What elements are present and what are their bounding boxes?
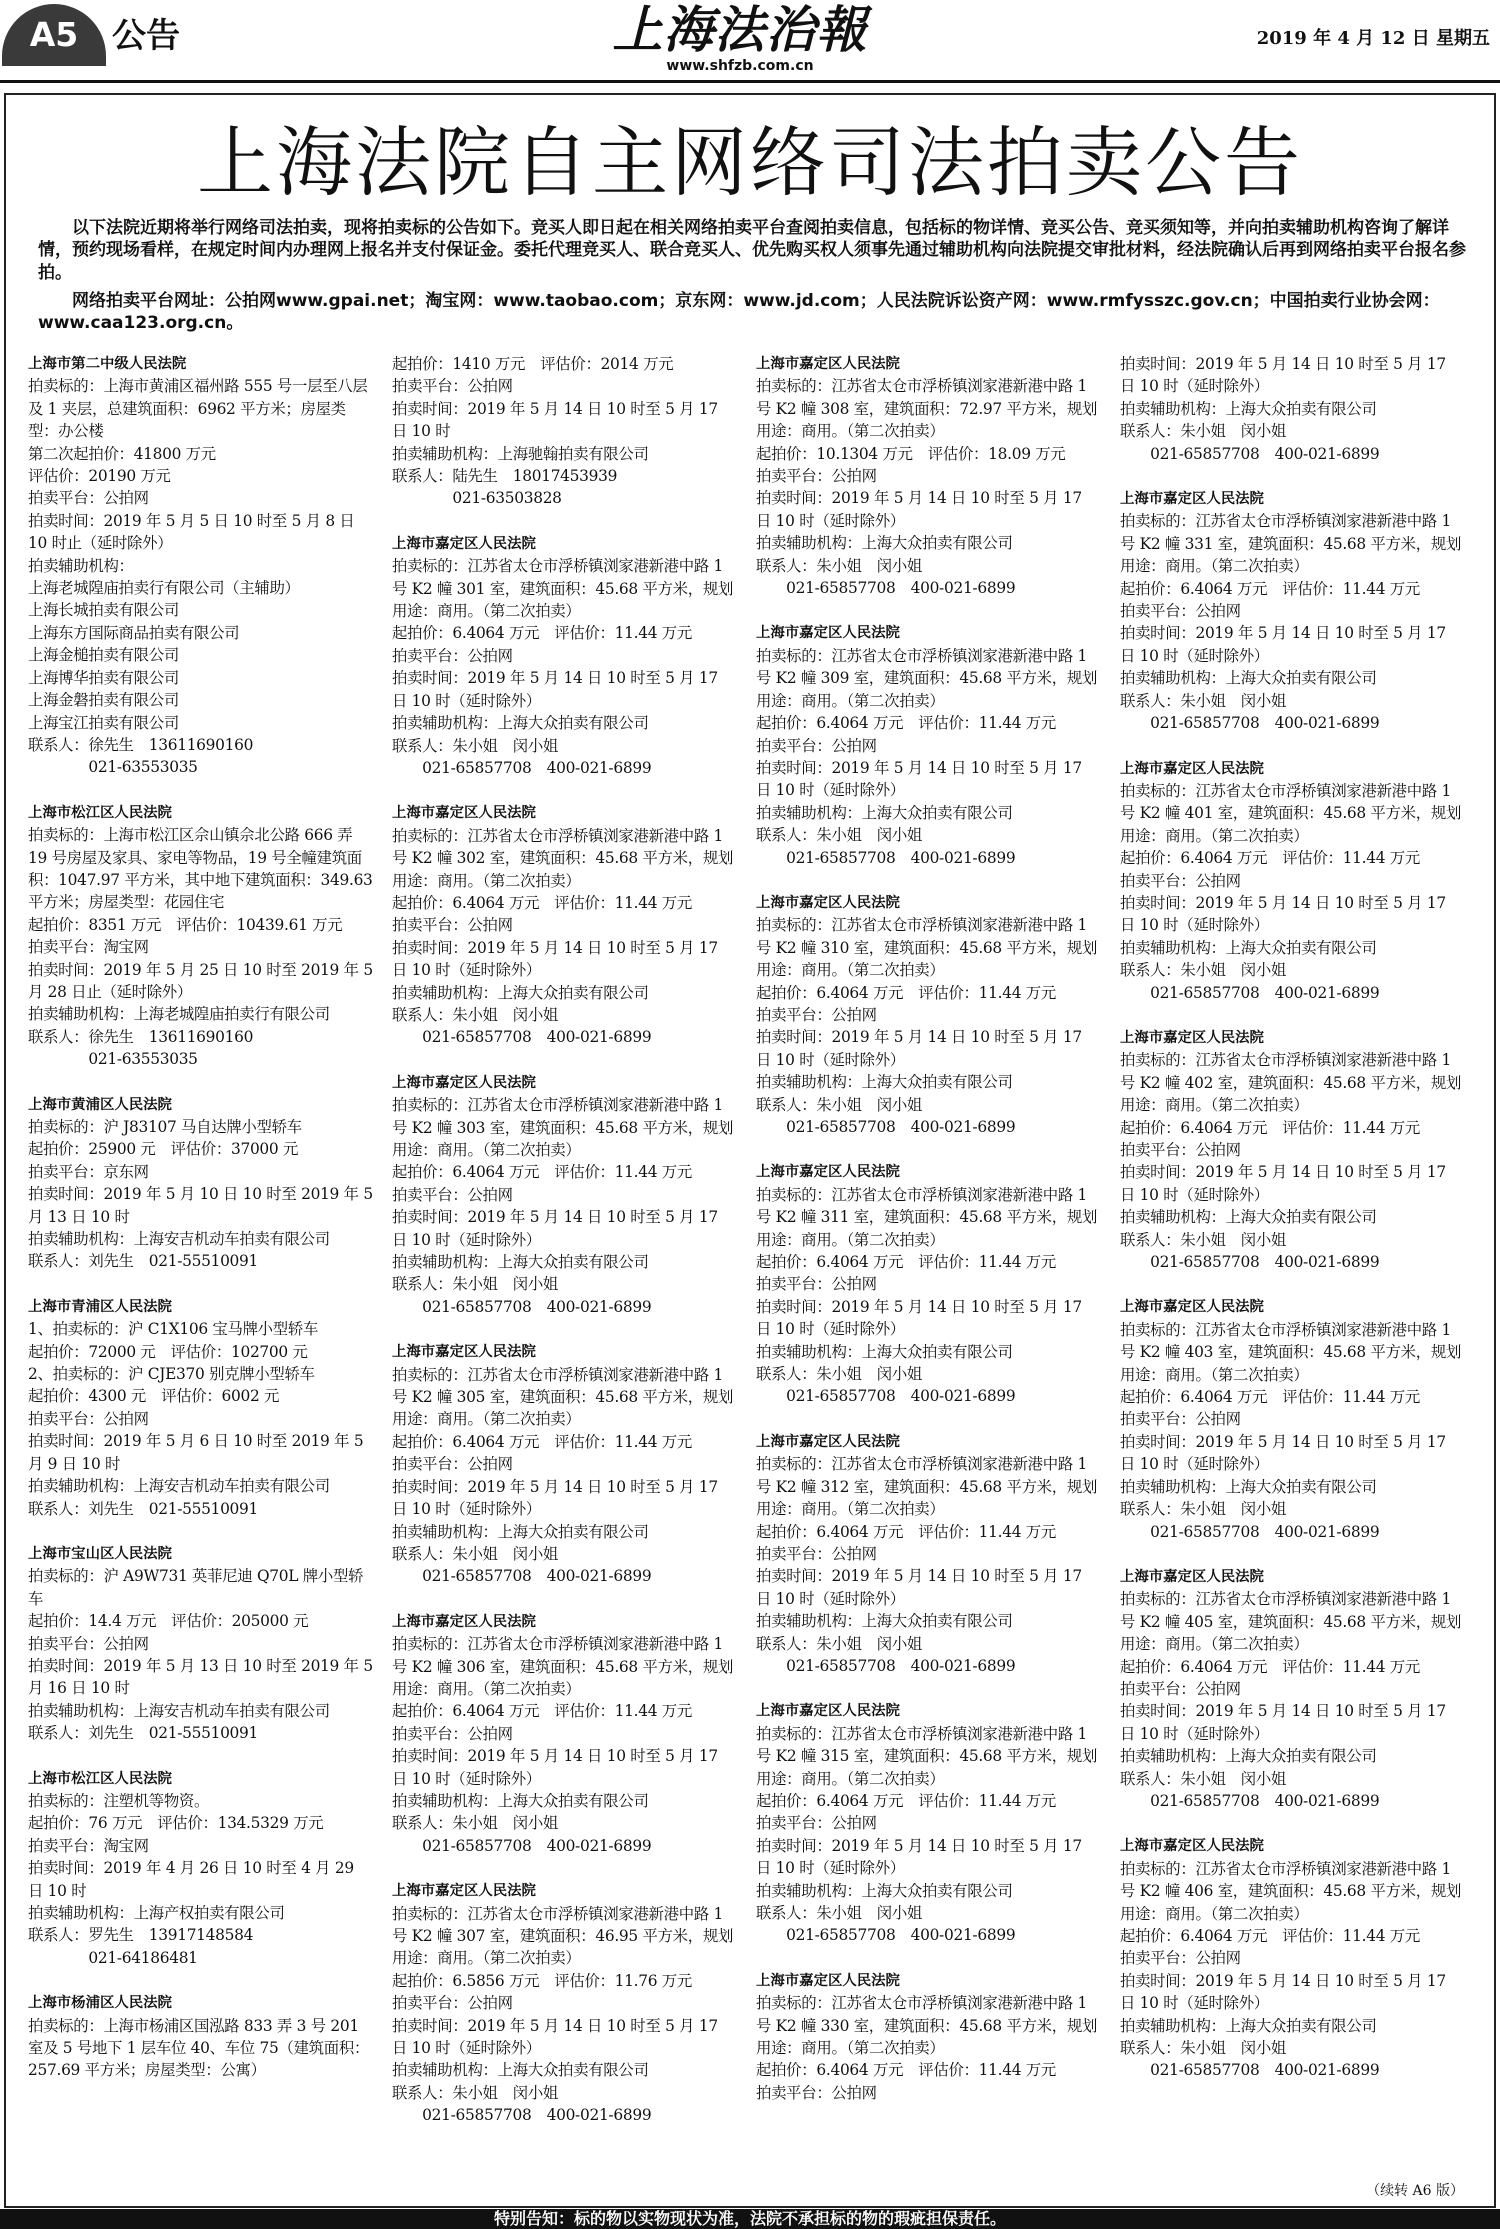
notice-line: 起拍价：6.4064 万元 评估价：11.44 万元 <box>1120 1657 1420 1676</box>
notice-line: 起拍价：6.4064 万元 评估价：11.44 万元 <box>392 893 692 912</box>
notice-line: 拍卖平台：公拍网 <box>392 916 513 935</box>
notice-line: 拍卖平台：公拍网 <box>756 2083 877 2102</box>
court-name: 上海市嘉定区人民法院 <box>756 356 900 372</box>
notice-line: 021-65857708 400-021-6899 <box>1120 2061 1380 2080</box>
notice-line: 联系人：朱小姐 闵小姐 <box>1120 1500 1286 1519</box>
court-name: 上海市嘉定区人民法院 <box>1120 1029 1264 1046</box>
notice-line: 拍卖平台：公拍网 <box>756 1814 877 1833</box>
notice-line: 联系人：朱小姐 闵小姐 <box>392 2083 558 2102</box>
auction-notice <box>1120 1566 1465 1812</box>
notice-line: 拍卖辅助机构：上海大众拍卖有限公司 <box>1120 1208 1377 1227</box>
notice-line: 拍卖时间：2019 年 5 月 14 日 10 时至 5 月 17 日 10 时（延时除外） <box>1120 1163 1446 1204</box>
auction-notice <box>392 353 737 510</box>
notice-line: 上海金槌拍卖有限公司 <box>28 646 179 665</box>
notice-line: 起拍价：6.4064 万元 评估价：11.44 万元 <box>392 1432 692 1451</box>
notice-line: 上海博华拍卖有限公司 <box>28 668 179 687</box>
notice-line: 拍卖平台：公拍网 <box>28 1409 149 1428</box>
notice-line: 021-65857708 400-021-6899 <box>392 1028 652 1047</box>
notice-line: 联系人：朱小姐 闵小姐 <box>1120 1230 1286 1249</box>
notice-line: 拍卖平台：公拍网 <box>392 646 513 665</box>
notice-line: 起拍价：6.4064 万元 评估价：11.44 万元 <box>392 1163 692 1182</box>
notice-line: 021-65857708 400-021-6899 <box>1120 1791 1380 1810</box>
notice-line: 2、拍卖标的：沪 CJE370 别克牌小型轿车 <box>28 1365 315 1384</box>
notice-line: 拍卖辅助机构：上海产权拍卖有限公司 <box>28 1904 285 1922</box>
continued-note: （续转 A6 版） <box>1366 2183 1464 2199</box>
notice-line: 起拍价：25900 元 评估价：37000 元 <box>28 1140 299 1159</box>
notice-line: 拍卖标的：沪 J83107 马自达牌小型轿车 <box>28 1118 302 1136</box>
notice-line: 021-65857708 400-021-6899 <box>1120 983 1380 1002</box>
notice-line: 拍卖标的：沪 A9W731 英菲尼迪 Q70L 牌小型轿车 <box>28 1567 364 1608</box>
notice-line: 拍卖时间：2019 年 5 月 14 日 10 时至 5 月 17 日 10 时（延时除外） <box>756 758 1082 800</box>
notice-line: 拍卖时间：2019 年 5 月 10 日 10 时至 2019 年 5 月 13 日 10 时 <box>28 1185 373 1226</box>
notice-line: 拍卖时间：2019 年 5 月 5 日 10 时至 5 月 8 日 10 时止（延时除外） <box>28 511 355 553</box>
notice-line: 拍卖辅助机构：上海大众拍卖有限公司 <box>756 1342 1013 1361</box>
notice-line: 拍卖标的：江苏省太仓市浮桥镇浏家港新港中路 1 号 K2 幢 312 室，建筑面积：45.68 平方米，规划用途：商用。（第二次拍卖） <box>756 1455 1098 1519</box>
notice-line: 拍卖标的：注塑机等物资。 <box>28 1791 210 1810</box>
notice-line: 拍卖时间：2019 年 5 月 14 日 10 时至 5 月 17 日 10 时（延时除外） <box>756 1567 1082 1608</box>
notice-line: 拍卖标的：江苏省太仓市浮桥镇浏家港新港中路 1 号 K2 幢 406 室，建筑面积：45.68 平方米，规划用途：商用。（第二次拍卖） <box>1120 1859 1462 1923</box>
notice-line: 拍卖标的：江苏省太仓市浮桥镇浏家港新港中路 1 号 K2 幢 302 室，建筑面积：45.68 平方米，规划用途：商用。（第二次拍卖） <box>392 826 734 890</box>
notice-line: 起拍价：76 万元 评估价：134.5329 万元 <box>28 1814 324 1833</box>
court-name: 上海市嘉定区人民法院 <box>1120 1299 1264 1316</box>
notice-line: 1、拍卖标的：沪 C1X106 宝马牌小型轿车 <box>28 1320 319 1339</box>
page-badge: A5 <box>2 4 106 66</box>
auction-notice <box>1120 488 1465 734</box>
notice-line: 拍卖平台：公拍网 <box>1120 871 1241 890</box>
notice-line: 起拍价：10.1304 万元 评估价：18.09 万元 <box>756 444 1066 463</box>
notice-line: 联系人：徐先生 13611690160 <box>28 1027 254 1046</box>
notice-line: 拍卖时间：2019 年 5 月 14 日 10 时至 5 月 17 日 10 时（延时除外） <box>1120 1702 1446 1743</box>
notice-line: 起拍价：6.4064 万元 评估价：11.44 万元 <box>1120 849 1420 868</box>
notice-line: 拍卖平台：公拍网 <box>392 377 513 396</box>
court-name: 上海市嘉定区人民法院 <box>392 1344 536 1361</box>
notice-line: 拍卖平台：淘宝网 <box>28 1836 149 1855</box>
notice-line: 起拍价：6.4064 万元 评估价：11.44 万元 <box>392 1702 692 1721</box>
notice-line: 联系人：朱小姐 闵小姐 <box>1120 961 1286 980</box>
announcement-box <box>4 93 1496 2208</box>
notice-line: 拍卖平台：公拍网 <box>392 1724 513 1743</box>
notice-line: 拍卖平台：公拍网 <box>756 736 877 755</box>
intro-paragraph: 以下法院近期将举行网络司法拍卖，现将拍卖标的公告如下。竞买人即日起在相关网络拍卖平台查阅拍卖信息，包括标的物详情、竞买公告、竞买须知等，并向拍卖辅助机构咨询了解详情，预约现场看样，在规定时间内办理网上报名并支付保证金。委托代理竞买人、联合竞买人、优先购买权人须事先通过辅助机构向法院提交审批材料，经法院确认后再到网络拍卖平台报名参拍。 <box>38 218 1466 283</box>
notice-line: 拍卖辅助机构：上海大众拍卖有限公司 <box>756 803 1013 822</box>
newspaper-url: www.shfzb.com.cn <box>666 58 814 74</box>
notice-line: 拍卖时间：2019 年 5 月 14 日 10 时至 5 月 17 日 10 时（延时除外） <box>1120 1971 1446 2013</box>
court-name: 上海市嘉定区人民法院 <box>1120 491 1264 508</box>
notice-line: 联系人：朱小姐 闵小姐 <box>392 1544 558 1563</box>
notice-line: 拍卖辅助机构：上海大众拍卖有限公司 <box>1120 669 1377 688</box>
notice-line: 拍卖标的：江苏省太仓市浮桥镇浏家港新港中路 1 号 K2 幢 307 室，建筑面积：46.95 平方米，规划用途：商用。（第二次拍卖） <box>392 1904 734 1968</box>
notice-line: 拍卖时间：2019 年 5 月 14 日 10 时至 5 月 17 日 10 时（延时除外） <box>1120 1432 1446 1474</box>
auction-notice <box>756 353 1101 599</box>
footer-notice: 特别告知：标的物以实物现状为准，法院不承担标的物的瑕疵担保责任。 <box>0 2209 1500 2229</box>
column-3 <box>756 353 1101 2127</box>
notice-line: 拍卖辅助机构：上海大众拍卖有限公司 <box>1120 1477 1377 1496</box>
notice-line: 拍卖辅助机构：上海大众拍卖有限公司 <box>1120 1747 1377 1766</box>
notice-line: 联系人：朱小姐 闵小姐 <box>1120 691 1286 710</box>
notice-line: 拍卖平台：公拍网 <box>392 1455 513 1474</box>
platform-urls-paragraph: 网络拍卖平台网址：公拍网www.gpai.net；淘宝网：www.taobao.com；京东网：www.jd.com；人民法院诉讼资产网：www.rmfysszc.gov.cn；中国拍卖行业协会网：www.caa123.org.cn。 <box>38 291 1440 334</box>
court-name: 上海市第二中级人民法院 <box>28 356 187 372</box>
notice-line: 拍卖辅助机构： <box>28 556 134 575</box>
auction-notice <box>28 1296 373 1520</box>
auction-notice <box>1120 1835 1465 2081</box>
court-name: 上海市嘉定区人民法院 <box>756 1703 900 1720</box>
notice-line: 拍卖标的：江苏省太仓市浮桥镇浏家港新港中路 1 号 K2 幢 330 室，建筑面积：45.68 平方米，规划用途：商用。（第二次拍卖） <box>756 1994 1098 2058</box>
notice-line: 拍卖标的：上海市杨浦区国泓路 833 弄 3 号 201 室及 5 号地下 1 层车位 40、车位 75（建筑面积：257.69 平方米；房屋类型：公寓） <box>28 2016 370 2080</box>
notice-line: 021-64186481 <box>28 1948 198 1967</box>
court-name: 上海市黄浦区人民法院 <box>28 1096 172 1113</box>
notice-line: 联系人：朱小姐 闵小姐 <box>392 1275 558 1294</box>
notice-line: 拍卖时间：2019 年 5 月 14 日 10 时至 5 月 17 日 10 时（延时除外） <box>392 669 718 710</box>
notice-line: 拍卖辅助机构：上海大众拍卖有限公司 <box>756 534 1013 553</box>
notice-line: 起拍价：6.4064 万元 评估价：11.44 万元 <box>756 983 1056 1002</box>
notice-line: 拍卖标的：江苏省太仓市浮桥镇浏家港新港中路 1 号 K2 幢 310 室，建筑面积：45.68 平方米，规划用途：商用。（第二次拍卖） <box>756 916 1098 980</box>
notice-line: 起拍价：6.4064 万元 评估价：11.44 万元 <box>756 1522 1056 1541</box>
notice-line: 拍卖标的：上海市黄浦区福州路 555 号一层至八层及 1 夹层，总建筑面积：6962 平方米；房屋类型：办公楼 <box>28 377 368 441</box>
notice-line: 拍卖标的：江苏省太仓市浮桥镇浏家港新港中路 1 号 K2 幢 311 室，建筑面积：45.68 平方米，规划用途：商用。（第二次拍卖） <box>756 1185 1098 1249</box>
notice-line: 拍卖辅助机构：上海大众拍卖有限公司 <box>392 714 649 733</box>
notice-line: 拍卖标的：江苏省太仓市浮桥镇浏家港新港中路 1 号 K2 幢 303 室，建筑面积：45.68 平方米，规划用途：商用。（第二次拍卖） <box>392 1096 734 1159</box>
notice-line: 拍卖辅助机构：上海老城隍庙拍卖行有限公司 <box>28 1005 330 1024</box>
notice-line: 拍卖时间：2019 年 5 月 14 日 10 时至 5 月 17 日 10 时（延时除外） <box>1120 355 1446 396</box>
auction-notice <box>392 1611 737 1857</box>
notice-line: 021-65857708 400-021-6899 <box>756 1926 1016 1945</box>
notice-line: 拍卖时间：2019 年 5 月 25 日 10 时至 2019 年 5 月 28 日止（延时除外） <box>28 960 373 1001</box>
court-name: 上海市嘉定区人民法院 <box>392 1613 536 1630</box>
notice-line: 021-63553035 <box>28 1050 198 1069</box>
notice-line: 拍卖平台：公拍网 <box>756 1275 877 1294</box>
notice-line: 联系人：罗先生 13917148584 <box>28 1926 254 1945</box>
notice-line: 拍卖辅助机构：上海大众拍卖有限公司 <box>1120 399 1377 418</box>
notice-line: 联系人：徐先生 13611690160 <box>28 735 254 754</box>
auction-notice <box>28 1992 373 2082</box>
page-title: 上海法院自主网络司法拍卖公告 <box>197 118 1303 207</box>
notice-line: 拍卖时间：2019 年 5 月 14 日 10 时至 5 月 17 日 10 时（延时除外） <box>756 489 1082 530</box>
notice-line: 拍卖时间：2019 年 5 月 14 日 10 时至 5 月 17 日 10 时（延时除外） <box>1120 893 1446 935</box>
notice-line: 021-65857708 400-021-6899 <box>392 1836 652 1855</box>
notice-line: 021-65857708 400-021-6899 <box>1120 1253 1380 1272</box>
auction-notice <box>392 1341 737 1587</box>
notice-line: 拍卖时间：2019 年 5 月 14 日 10 时至 5 月 17 日 10 时（延时除外） <box>392 938 718 980</box>
auction-notice <box>756 1431 1101 1677</box>
notice-line: 联系人：陆先生 18017453939 <box>392 467 618 486</box>
notice-line: 021-65857708 400-021-6899 <box>1120 714 1380 733</box>
notice-line: 起拍价：6.4064 万元 评估价：11.44 万元 <box>756 714 1056 733</box>
notice-line: 上海东方国际商品拍卖有限公司 <box>28 623 240 642</box>
notice-line: 拍卖辅助机构：上海大众拍卖有限公司 <box>392 1253 649 1272</box>
notice-line: 拍卖辅助机构：上海大众拍卖有限公司 <box>392 2061 649 2080</box>
notice-line: 021-65857708 400-021-6899 <box>756 1118 1016 1136</box>
notice-line: 第二次起拍价：41800 万元 <box>28 444 216 463</box>
notice-line: 拍卖辅助机构：上海大众拍卖有限公司 <box>1120 2016 1377 2035</box>
court-name: 上海市嘉定区人民法院 <box>1120 760 1264 777</box>
notice-line: 起拍价：1410 万元 评估价：2014 万元 <box>392 355 674 373</box>
auction-notice <box>28 1094 373 1273</box>
notice-line: 联系人：朱小姐 闵小姐 <box>756 1904 922 1922</box>
notice-line: 拍卖标的：江苏省太仓市浮桥镇浏家港新港中路 1 号 K2 幢 402 室，建筑面积：45.68 平方米，规划用途：商用。（第二次拍卖） <box>1120 1051 1462 1115</box>
notice-line: 021-65857708 400-021-6899 <box>392 1297 652 1316</box>
auction-notice <box>28 802 373 1071</box>
auction-notice <box>28 353 373 779</box>
notice-line: 起拍价：6.5856 万元 评估价：11.76 万元 <box>392 1971 692 1990</box>
court-name: 上海市嘉定区人民法院 <box>392 535 536 552</box>
column-2 <box>392 353 737 2150</box>
notice-line: 拍卖辅助机构：上海大众拍卖有限公司 <box>1120 938 1377 957</box>
court-name: 上海市嘉定区人民法院 <box>756 1972 900 1989</box>
notice-line: 联系人：朱小姐 闵小姐 <box>756 1095 922 1114</box>
auction-notice <box>1120 758 1465 1004</box>
notice-line: 起拍价：6.4064 万元 评估价：11.44 万元 <box>1120 579 1420 598</box>
notice-line: 拍卖时间：2019 年 5 月 14 日 10 时至 5 月 17 日 10 时（延时除外） <box>392 2016 718 2058</box>
notice-line: 联系人：朱小姐 闵小姐 <box>756 556 922 575</box>
notice-line: 021-65857708 400-021-6899 <box>756 1656 1016 1675</box>
auction-notice <box>756 1161 1101 1407</box>
notice-line: 拍卖辅助机构：上海大众拍卖有限公司 <box>392 1791 649 1810</box>
notice-line: 评估价：20190 万元 <box>28 467 171 486</box>
auction-notice <box>756 622 1101 868</box>
notice-line: 起拍价：6.4064 万元 评估价：11.44 万元 <box>756 1253 1056 1272</box>
notice-line: 拍卖标的：江苏省太仓市浮桥镇浏家港新港中路 1 号 K2 幢 405 室，建筑面积：45.68 平方米，规划用途：商用。（第二次拍卖） <box>1120 1590 1462 1654</box>
notice-line: 联系人：朱小姐 闵小姐 <box>392 1814 558 1833</box>
notice-line: 拍卖时间：2019 年 5 月 14 日 10 时至 5 月 17 日 10 时 <box>392 399 718 441</box>
issue-date: 2019 年 4 月 12 日 星期五 <box>1256 28 1490 49</box>
notice-line: 021-65857708 400-021-6899 <box>756 579 1016 598</box>
notice-line: 拍卖辅助机构：上海大众拍卖有限公司 <box>756 1073 1013 1092</box>
notice-line: 021-65857708 400-021-6899 <box>392 2106 652 2125</box>
notice-line: 021-65857708 400-021-6899 <box>756 1387 1016 1406</box>
notice-line: 联系人：朱小姐 闵小姐 <box>756 1634 922 1653</box>
notice-line: 联系人：朱小姐 闵小姐 <box>1120 1769 1286 1788</box>
notice-line: 联系人：朱小姐 闵小姐 <box>756 1365 922 1384</box>
notice-line: 拍卖辅助机构：上海驰翰拍卖有限公司 <box>392 444 649 463</box>
notice-line: 拍卖平台：公拍网 <box>392 1185 513 1204</box>
notice-line: 拍卖时间：2019 年 5 月 14 日 10 时至 5 月 17 日 10 时（延时除外） <box>392 1208 718 1249</box>
notice-line: 起拍价：6.4064 万元 评估价：11.44 万元 <box>756 1791 1056 1810</box>
notice-line: 拍卖标的：江苏省太仓市浮桥镇浏家港新港中路 1 号 K2 幢 306 室，建筑面积：45.68 平方米，规划用途：商用。（第二次拍卖） <box>392 1635 734 1698</box>
notice-line: 拍卖平台：公拍网 <box>28 1634 149 1653</box>
notice-line: 联系人：朱小姐 闵小姐 <box>1120 422 1286 441</box>
auction-notice <box>756 892 1101 1138</box>
auction-notice <box>392 802 737 1048</box>
notice-line: 拍卖标的：江苏省太仓市浮桥镇浏家港新港中路 1 号 K2 幢 315 室，建筑面积：45.68 平方米，规划用途：商用。（第二次拍卖） <box>756 1724 1098 1788</box>
notice-line: 拍卖平台：京东网 <box>28 1162 149 1181</box>
notice-line: 上海宝江拍卖有限公司 <box>28 713 179 732</box>
notice-line: 拍卖时间：2019 年 5 月 6 日 10 时至 2019 年 5 月 9 日 10 时 <box>28 1432 364 1473</box>
court-name: 上海市松江区人民法院 <box>28 804 172 821</box>
section-label: 公告 <box>112 16 180 56</box>
auction-notice <box>392 533 737 779</box>
notice-line: 拍卖时间：2019 年 5 月 14 日 10 时至 5 月 17 日 10 时（延时除外） <box>756 1836 1082 1878</box>
court-name: 上海市宝山区人民法院 <box>28 1545 172 1562</box>
notice-line: 拍卖平台：公拍网 <box>28 489 149 508</box>
notice-line: 拍卖时间：2019 年 4 月 26 日 10 时至 4 月 29 日 10 时 <box>28 1859 354 1900</box>
notice-line: 021-63503828 <box>392 489 562 508</box>
notice-line: 起拍价：4300 元 评估价：6002 元 <box>28 1387 280 1406</box>
notice-line: 拍卖标的：江苏省太仓市浮桥镇浏家港新港中路 1 号 K2 幢 401 室，建筑面积：45.68 平方米，规划用途：商用。（第二次拍卖） <box>1120 781 1462 845</box>
notice-line: 021-65857708 400-021-6899 <box>1120 1522 1380 1541</box>
notice-line: 起拍价：6.4064 万元 评估价：11.44 万元 <box>1120 1927 1420 1945</box>
notice-line: 起拍价：6.4064 万元 评估价：11.44 万元 <box>1120 1388 1420 1407</box>
notice-line: 拍卖标的：江苏省太仓市浮桥镇浏家港新港中路 1 号 K2 幢 301 室，建筑面积：45.68 平方米，规划用途：商用。（第二次拍卖） <box>392 557 734 621</box>
court-name: 上海市嘉定区人民法院 <box>1120 1838 1264 1855</box>
notice-line: 拍卖辅助机构：上海大众拍卖有限公司 <box>756 1612 1013 1631</box>
auction-notice <box>1120 1296 1465 1542</box>
court-name: 上海市嘉定区人民法院 <box>756 1433 900 1450</box>
notice-line: 拍卖平台：公拍网 <box>1120 1679 1241 1698</box>
column-4 <box>1120 353 1465 2105</box>
notice-line: 拍卖辅助机构：上海大众拍卖有限公司 <box>392 1522 649 1541</box>
notice-line: 拍卖平台：公拍网 <box>756 1005 877 1024</box>
court-name: 上海市嘉定区人民法院 <box>756 625 900 642</box>
notice-line: 拍卖时间：2019 年 5 月 14 日 10 时至 5 月 17 日 10 时（延时除外） <box>756 1297 1082 1339</box>
notice-line: 联系人：朱小姐 闵小姐 <box>1120 2039 1286 2058</box>
court-name: 上海市嘉定区人民法院 <box>1120 1568 1264 1585</box>
notice-line: 联系人：刘先生 021-55510091 <box>28 1499 259 1518</box>
notice-line: 起拍价：72000 元 评估价：102700 元 <box>28 1342 308 1361</box>
notice-line: 021-65857708 400-021-6899 <box>392 758 652 777</box>
notice-line: 上海金磐拍卖有限公司 <box>28 691 179 710</box>
auction-notice <box>756 1970 1101 2104</box>
notice-line: 上海老城隍庙拍卖行有限公司（主辅助） <box>28 579 300 598</box>
notice-line: 上海长城拍卖有限公司 <box>28 601 179 620</box>
notice-line: 拍卖标的：上海市松江区佘山镇佘北公路 666 弄 19 号房屋及家具、家电等物品，19 号全幢建筑面积：1047.97 平方米，其中地下建筑面积：349.63 平方米；房屋类型：花园住宅 <box>28 826 373 912</box>
auction-notice <box>1120 1027 1465 1273</box>
notice-line: 021-65857708 400-021-6899 <box>1120 444 1380 463</box>
column-1 <box>28 353 373 2105</box>
court-name: 上海市嘉定区人民法院 <box>392 1074 536 1091</box>
notice-line: 联系人：朱小姐 闵小姐 <box>392 736 558 755</box>
header-rule <box>0 80 1500 83</box>
court-name: 上海市杨浦区人民法院 <box>28 1995 172 2012</box>
notice-line: 拍卖辅助机构：上海安吉机动车拍卖有限公司 <box>28 1477 330 1496</box>
notice-line: 联系人：刘先生 021-55510091 <box>28 1252 259 1271</box>
notice-line: 起拍价：14.4 万元 评估价：205000 元 <box>28 1612 309 1631</box>
notice-line: 拍卖标的：江苏省太仓市浮桥镇浏家港新港中路 1 号 K2 幢 305 室，建筑面积：45.68 平方米，规划用途：商用。（第二次拍卖） <box>392 1365 734 1429</box>
notice-line: 拍卖时间：2019 年 5 月 14 日 10 时至 5 月 17 日 10 时（延时除外） <box>392 1477 718 1519</box>
notice-line: 拍卖时间：2019 年 5 月 14 日 10 时至 5 月 17 日 10 时（延时除外） <box>1120 624 1446 665</box>
notice-line: 拍卖时间：2019 年 5 月 14 日 10 时至 5 月 17 日 10 时（延时除外） <box>756 1028 1082 1069</box>
notice-line: 拍卖标的：江苏省太仓市浮桥镇浏家港新港中路 1 号 K2 幢 308 室，建筑面积：72.97 平方米，规划用途：商用。（第二次拍卖） <box>756 377 1098 441</box>
notice-line: 021-63553035 <box>28 758 198 777</box>
notice-line: 拍卖平台：淘宝网 <box>28 938 149 957</box>
court-name: 上海市嘉定区人民法院 <box>392 1883 536 1900</box>
notice-line: 联系人：朱小姐 闵小姐 <box>392 1005 558 1024</box>
notice-line: 起拍价：8351 万元 评估价：10439.61 万元 <box>28 915 343 934</box>
notice-line: 拍卖平台：公拍网 <box>1120 1410 1241 1429</box>
auction-notice <box>392 1072 737 1318</box>
court-name: 上海市嘉定区人民法院 <box>756 894 900 911</box>
notice-line: 起拍价：6.4064 万元 评估价：11.44 万元 <box>1120 1118 1420 1137</box>
auction-notice <box>28 1543 373 1745</box>
notice-line: 021-65857708 400-021-6899 <box>756 848 1016 867</box>
notice-line: 拍卖辅助机构：上海大众拍卖有限公司 <box>392 983 649 1002</box>
court-name: 上海市嘉定区人民法院 <box>392 805 536 822</box>
notice-line: 拍卖辅助机构：上海大众拍卖有限公司 <box>756 1881 1013 1900</box>
auction-notice <box>392 1880 737 2126</box>
notice-line: 拍卖平台：公拍网 <box>756 1544 877 1563</box>
court-name: 上海市青浦区人民法院 <box>28 1298 172 1315</box>
notice-line: 拍卖平台：公拍网 <box>392 1994 513 2013</box>
notice-line: 拍卖平台：公拍网 <box>1120 1141 1241 1159</box>
notice-line: 联系人：朱小姐 闵小姐 <box>756 826 922 845</box>
notice-line: 起拍价：6.4064 万元 评估价：11.44 万元 <box>392 624 692 643</box>
notice-line: 拍卖平台：公拍网 <box>1120 1949 1241 1968</box>
auction-notice <box>756 1700 1101 1946</box>
newspaper-masthead: 上海法治報 <box>612 0 868 59</box>
notice-line: 021-65857708 400-021-6899 <box>392 1567 652 1586</box>
auction-notice <box>1120 353 1465 465</box>
notice-line: 拍卖标的：江苏省太仓市浮桥镇浏家港新港中路 1 号 K2 幢 331 室，建筑面积：45.68 平方米，规划用途：商用。（第二次拍卖） <box>1120 512 1462 576</box>
notice-line: 拍卖平台：公拍网 <box>1120 602 1241 621</box>
court-name: 上海市松江区人民法院 <box>28 1770 172 1787</box>
notice-line: 拍卖标的：江苏省太仓市浮桥镇浏家港新港中路 1 号 K2 幢 403 室，建筑面积：45.68 平方米，规划用途：商用。（第二次拍卖） <box>1120 1320 1462 1384</box>
notice-line: 拍卖辅助机构：上海安吉机动车拍卖有限公司 <box>28 1701 330 1720</box>
notice-line: 拍卖标的：江苏省太仓市浮桥镇浏家港新港中路 1 号 K2 幢 309 室，建筑面积：45.68 平方米，规划用途：商用。（第二次拍卖） <box>756 646 1098 710</box>
court-name: 上海市嘉定区人民法院 <box>756 1164 900 1181</box>
auction-notice <box>28 1768 373 1970</box>
notice-line: 拍卖时间：2019 年 5 月 14 日 10 时至 5 月 17 日 10 时（延时除外） <box>392 1747 718 1788</box>
page-header <box>0 0 1500 85</box>
notice-line: 联系人：刘先生 021-55510091 <box>28 1724 259 1743</box>
notice-line: 起拍价：6.4064 万元 评估价：11.44 万元 <box>756 2061 1056 2080</box>
notice-line: 拍卖平台：公拍网 <box>756 467 877 486</box>
notice-line: 拍卖辅助机构：上海安吉机动车拍卖有限公司 <box>28 1230 330 1249</box>
notice-line: 拍卖时间：2019 年 5 月 13 日 10 时至 2019 年 5 月 16 日 10 时 <box>28 1656 373 1698</box>
